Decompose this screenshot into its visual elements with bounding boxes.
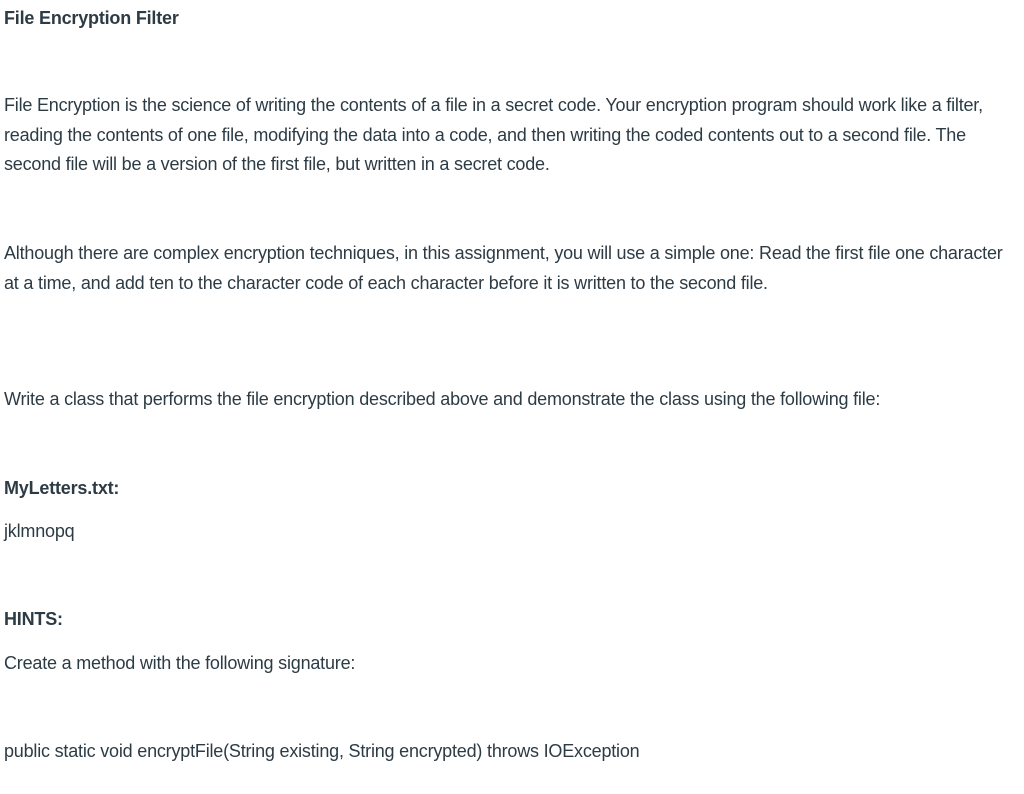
file-contents: jklmnopq bbox=[4, 521, 75, 541]
hints-heading: HINTS: bbox=[4, 609, 63, 629]
page-title: File Encryption Filter bbox=[4, 8, 179, 28]
file-name-label: MyLetters.txt: bbox=[4, 478, 120, 498]
technique-paragraph: Although there are complex encryption techniques, in this assignment, you will use a simple one: Read the first file one character at a time, and add ten to the character code of each character before it is written to the second file. bbox=[4, 243, 1003, 293]
intro-paragraph: File Encryption is the science of writing the contents of a file in a secret code. Your encryption program should work like a filter, reading the contents of one file, modifying the data into a code, and then writing the coded contents out to a second file. The second file will be a version of the first file, but written in a secret code. bbox=[4, 95, 983, 174]
hints-text: Create a method with the following signature: bbox=[4, 653, 356, 673]
method-signature: public static void encryptFile(String existing, String encrypted) throws IOException bbox=[4, 741, 640, 761]
task-paragraph: Write a class that performs the file encryption described above and demonstrate the class using the following file: bbox=[4, 389, 881, 409]
